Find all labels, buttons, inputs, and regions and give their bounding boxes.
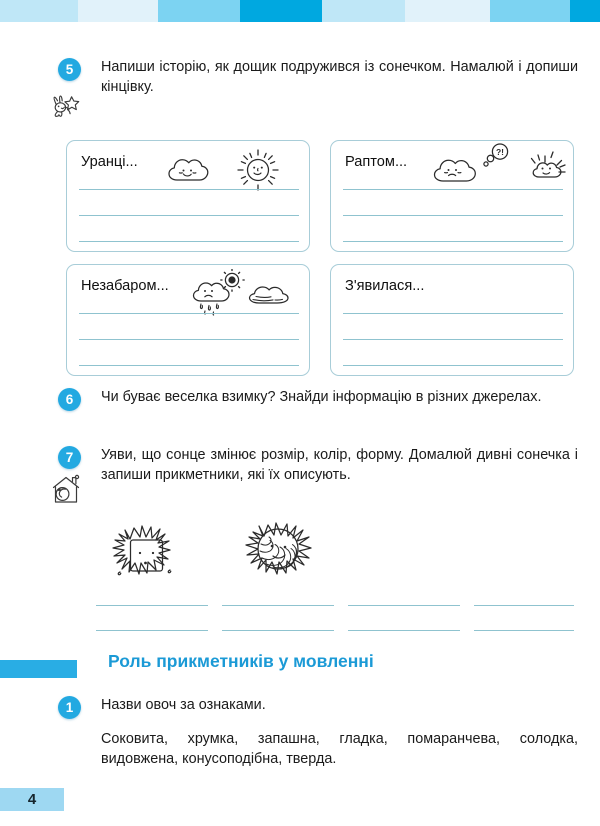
story-box-4-line-2[interactable] — [343, 339, 563, 340]
section-exercise-1-badge: 1 — [58, 696, 81, 719]
happy-cloud-sun-doodle — [163, 147, 291, 191]
stripe-block-4 — [240, 0, 322, 22]
story-box-1-line-1[interactable] — [79, 189, 299, 190]
story-box-1[interactable] — [66, 140, 310, 252]
story-box-1-line-3[interactable] — [79, 241, 299, 242]
answer-line-2-2[interactable] — [222, 630, 334, 631]
story-box-2[interactable] — [330, 140, 574, 252]
stripe-block-7 — [490, 0, 570, 22]
answer-line-1-3[interactable] — [348, 605, 460, 606]
answer-line-1-1[interactable] — [96, 605, 208, 606]
story-box-3-label: Незабаром... — [81, 278, 169, 294]
story-box-4-line-3[interactable] — [343, 365, 563, 366]
exercise-6-row — [58, 388, 578, 411]
story-box-3[interactable] — [66, 264, 310, 376]
exercise-7-text: Уяви, що сонце змінює розмір, колір, форму. Домалюй дивні сонечка і запиши прикметники, які їх описують. — [101, 447, 578, 483]
story-box-2-line-3[interactable] — [343, 241, 563, 242]
section-accent-bar — [0, 660, 77, 678]
stripe-block-2 — [78, 0, 158, 22]
exercise-6-badge: 6 — [58, 388, 81, 411]
stripe-block-1 — [0, 0, 78, 22]
story-box-4-label: З'явилася... — [345, 278, 425, 294]
stripe-block-6 — [405, 0, 490, 22]
stripe-block-5 — [322, 0, 405, 22]
stripe-block-3 — [158, 0, 240, 22]
story-box-4[interactable] — [330, 264, 574, 376]
exercise-5-badge: 5 — [58, 58, 81, 81]
story-box-2-line-1[interactable] — [343, 189, 563, 190]
page-number: 4 — [27, 791, 37, 808]
house-homework-icon — [50, 474, 84, 508]
answer-line-1-2[interactable] — [222, 605, 334, 606]
stripe-block-8 — [570, 0, 600, 22]
section-exercise-1-body: Соковита, хрумка, запашна, гладка, помаранчева, солодка, видовжена, конусоподібна, тверда. — [101, 731, 578, 767]
top-decorative-stripe — [0, 0, 600, 22]
svg-text:?!: ?! — [495, 147, 505, 157]
exercise-6-text: Чи буває веселка взимку? Знайди інформацію в різних джерелах. — [101, 389, 542, 405]
section-exercise-1-prompt: Назви овоч за ознаками. — [101, 697, 266, 713]
story-box-3-line-3[interactable] — [79, 365, 299, 366]
bunny-star-icon — [48, 88, 88, 128]
story-box-4-line-1[interactable] — [343, 313, 563, 314]
section-title: Роль прикметників у мовленні — [108, 651, 374, 671]
story-box-3-line-2[interactable] — [79, 339, 299, 340]
answer-line-2-1[interactable] — [96, 630, 208, 631]
square-sun-drawing — [108, 517, 188, 597]
answer-line-1-4[interactable] — [474, 605, 574, 606]
scribbled-round-sun-drawing — [240, 514, 326, 600]
story-box-1-label: Уранці... — [81, 154, 138, 170]
story-box-3-line-1[interactable] — [79, 313, 299, 314]
story-box-1-line-2[interactable] — [79, 215, 299, 216]
workbook-page — [0, 22, 600, 826]
story-box-2-label: Раптом... — [345, 154, 408, 170]
page-number-box — [0, 788, 64, 811]
exercise-7-badge: 7 — [58, 446, 81, 469]
exercise-5-text: Напиши історію, як дощик подружився із сонечком. Намалюй і допиши кінцівку. — [101, 59, 578, 95]
answer-line-2-4[interactable] — [474, 630, 574, 631]
exercise-7-row — [58, 446, 578, 485]
exercise-5-row — [58, 58, 578, 97]
section-exercise-1-row — [58, 696, 578, 719]
answer-line-2-3[interactable] — [348, 630, 460, 631]
story-box-2-line-2[interactable] — [343, 215, 563, 216]
worried-cloud-hidden-sun-doodle — [431, 143, 567, 191]
